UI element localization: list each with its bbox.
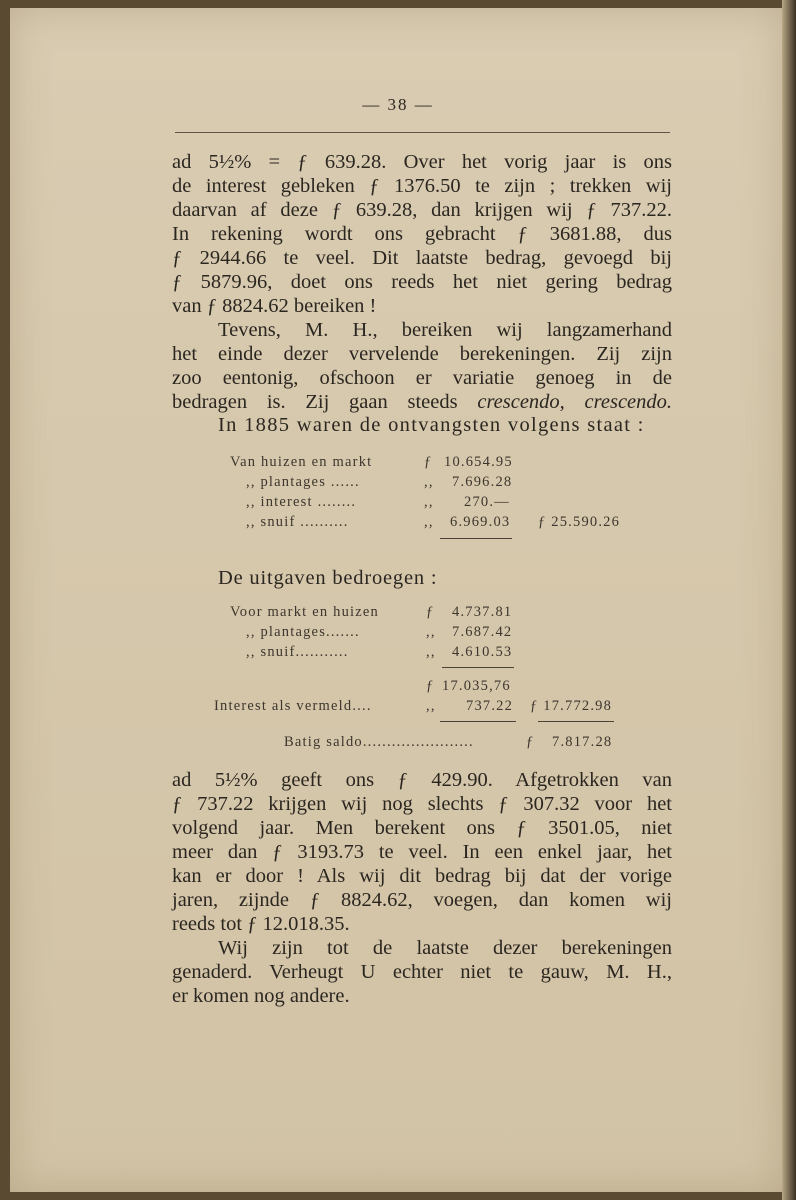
expense-total: ƒ 17.772.98 — [530, 698, 613, 714]
income-label: ,, snuif .......... — [246, 514, 349, 530]
italic-text: crescendo, crescendo. — [477, 391, 673, 413]
paragraph-4 — [172, 936, 672, 1008]
expense-currency: ƒ — [426, 604, 435, 620]
text-line: In rekening wordt ons gebracht ƒ 3681.88, dus — [172, 223, 672, 245]
text-line: jaren, zijnde ƒ 8824.62, voegen, dan komen wij — [172, 889, 672, 911]
text-line: ƒ 2944.66 te veel. Dit laatste bedrag, gevoegd bij — [172, 247, 672, 269]
sum-rule — [440, 721, 516, 722]
balance-amount: 7.817.28 — [552, 734, 613, 750]
text-line: ad 5½% geeft ons ƒ 429.90. Afgetrokken van — [172, 769, 672, 791]
interest-amount: 737.22 — [466, 698, 514, 714]
income-currency: ,, — [424, 494, 434, 510]
income-label: Van huizen en markt — [230, 454, 373, 470]
expense-heading: De uitgaven bedroegen : — [218, 567, 438, 589]
paragraph-2 — [172, 318, 672, 414]
subtotal-currency: ƒ — [426, 678, 435, 694]
text-line: zoo eentonig, ofschoon er variatie genoeg in de — [172, 367, 672, 389]
income-heading: In 1885 waren de ontvangsten volgens staat : — [218, 414, 645, 436]
expense-amount: 4.737.81 — [452, 604, 513, 620]
income-label: ,, plantages ...... — [246, 474, 360, 490]
income-amount: 270.— — [464, 494, 510, 510]
income-amount: 10.654.95 — [444, 454, 513, 470]
text-line: er komen nog andere. — [172, 985, 350, 1007]
sum-rule — [442, 667, 514, 668]
income-currency: ,, — [424, 514, 434, 530]
income-amount: 6.969.03 — [450, 514, 511, 530]
income-amount: 7.696.28 — [452, 474, 513, 490]
expense-amount: 4.610.53 — [452, 644, 513, 660]
text-line: Wij zijn tot de laatste dezer berekeningen — [218, 937, 672, 959]
header-rule — [175, 132, 670, 133]
text-line: meer dan ƒ 3193.73 te veel. In een enkel jaar, het — [172, 841, 672, 863]
balance-label: Batig saldo....................... — [284, 734, 474, 750]
expense-currency: ,, — [426, 644, 436, 660]
income-label: ,, interest ........ — [246, 494, 357, 510]
expense-currency: ,, — [426, 624, 436, 640]
text-line: van ƒ 8824.62 bereiken ! — [172, 295, 377, 317]
expense-amount: 7.687.42 — [452, 624, 513, 640]
sum-rule — [440, 538, 512, 539]
text-line — [172, 390, 672, 414]
text-line: de interest gebleken ƒ 1376.50 te zijn ; trekken wij — [172, 175, 672, 197]
text-run: bedragen is. Zij gaan steeds — [172, 391, 458, 413]
interest-currency: ,, — [426, 698, 436, 714]
expense-label: ,, snuif........... — [246, 644, 349, 660]
text-line: reeds tot ƒ 12.018.35. — [172, 913, 350, 935]
text-line: het einde dezer vervelende berekeningen. Zij zijn — [172, 343, 672, 365]
expense-label: ,, plantages....... — [246, 624, 360, 640]
text-line: daarvan af deze ƒ 639.28, dan krijgen wij ƒ 737.22. — [172, 199, 672, 221]
subtotal-amount: 17.035,76 — [442, 678, 511, 694]
income-currency: ƒ — [424, 454, 433, 470]
interest-label: Interest als vermeld.... — [214, 698, 372, 714]
text-line: ƒ 737.22 krijgen wij nog slechts ƒ 307.32 voor het — [172, 793, 672, 815]
sum-rule — [538, 721, 614, 722]
paragraph-1 — [172, 150, 672, 318]
income-currency: ,, — [424, 474, 434, 490]
balance-currency: ƒ — [526, 734, 535, 750]
text-line: genaderd. Verheugt U echter niet te gauw, M. H., — [172, 961, 672, 983]
text-line: ƒ 5879.96, doet ons reeds het niet gering bedrag — [172, 271, 672, 293]
page-edge — [782, 0, 796, 1200]
income-total: ƒ 25.590.26 — [538, 514, 621, 530]
expense-label: Voor markt en huizen — [230, 604, 379, 620]
text-line: kan er door ! Als wij dit bedrag bij dat der vorige — [172, 865, 672, 887]
page-number: — 38 — — [362, 95, 434, 114]
text-line: volgend jaar. Men berekent ons ƒ 3501.05, niet — [172, 817, 672, 839]
paragraph-3 — [172, 768, 672, 936]
text-line: Tevens, M. H., bereiken wij langzamerhand — [218, 319, 672, 341]
text-line: ad 5½% = ƒ 639.28. Over het vorig jaar is ons — [172, 151, 672, 173]
